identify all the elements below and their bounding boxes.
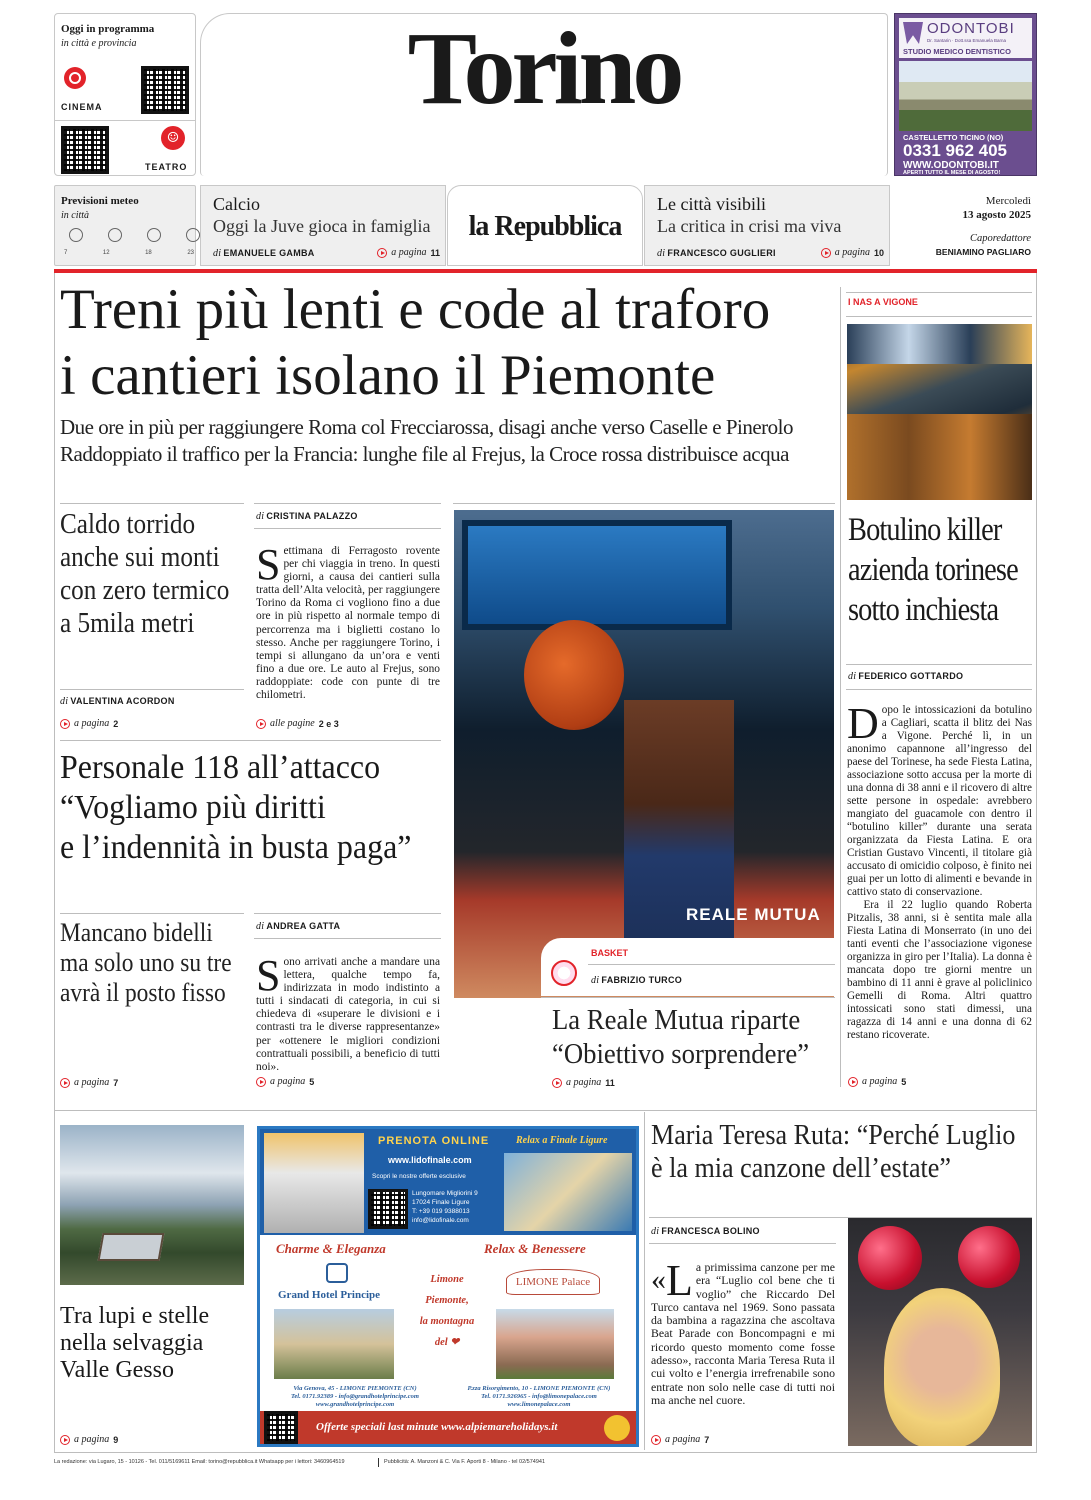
date-day: Mercoledì [985,195,1031,207]
valle-gesso-photo [60,1125,244,1285]
teaser-page: 11 [430,247,440,258]
sun-icon [69,228,83,242]
lido-addr2: 17024 Finale Ligure [412,1199,470,1206]
main-author: CRISTINA PALAZZO [266,511,358,521]
arrow-icon [60,1435,70,1445]
botulino-page: 5 [901,1076,907,1087]
programma-box [54,13,196,176]
film-icon [64,67,86,89]
odontobi-phone[interactable]: 0331 962 405 [903,141,1007,160]
cinema-label[interactable]: CINEMA [61,102,103,112]
personale-title[interactable]: Personale 118 all’attacco “Vogliamo più diritti e l’indennità in busta paga” [60,749,412,866]
hotel1-name: Grand Hotel Principe [278,1289,381,1301]
caporedattore-name: BENIAMINO PAGLIARO [935,247,1031,257]
hotel1-addr: Via Genova, 45 - LIMONE PIEMONTE (CN) [293,1385,417,1392]
teaser-kicker: Le città visibili [657,194,766,214]
teaser-author: EMANUELE GAMBA [223,248,315,258]
meteo-hour: 12 [102,250,110,256]
main-subtitle-1: Due ore in più per raggiungere Roma col Frecciarossa, disagi anche verso Caselle e Pinerolo [60,415,793,439]
odontobi-city: CASTELLETTO TICINO (NO) [903,133,1004,142]
hotel-ad[interactable] [257,1126,639,1447]
teaser-title: La critica in crisi ma viva [657,216,842,236]
meteo-box [54,185,196,266]
hotel2-web[interactable]: www.limonepalace.com [507,1401,571,1408]
arrow-icon [377,248,387,258]
caldo-page: 2 [113,718,119,729]
odontobi-sub2: STUDIO MEDICO DENTISTICO [903,47,1011,56]
odontobi-web[interactable]: WWW.ODONTOBI.IT [903,160,999,171]
footer-redazione: La redazione: via Lugaro, 15 - 10126 - Tel. 011/5169611 Email: torino@repubblica.it Whatsapp per i lettori: 3460964519 [54,1459,345,1465]
arrow-icon [256,1077,266,1087]
meteo-title: Previsioni meteo [61,195,139,207]
prenota-label[interactable]: PRENOTA ONLINE [378,1135,490,1147]
lupi-page: 9 [113,1434,119,1445]
benessere-label: Relax & Benessere [484,1241,586,1256]
caporedattore-label: Caporedattore [969,233,1031,244]
caldo-title[interactable]: Caldo torrido anche sui monti con zero termico a 5mila metri [60,509,230,639]
ruta-title[interactable]: Maria Teresa Ruta: “Perché Luglio è la mia canzone dell’estate” [651,1119,1016,1184]
basket-author: FABRIZIO TURCO [601,975,683,985]
lido-addr1: Lungomare Migliorini 9 [412,1190,478,1197]
main-headline-1[interactable]: Treni più lenti e code al traforo [60,278,771,341]
bidelli-author: ANDREA GATTA [266,921,341,931]
sun-icon [147,228,161,242]
ruta-author: FRANCESCA BOLINO [661,1226,760,1236]
lido-offerte: Scopri le nostre offerte esclusive [372,1173,466,1180]
lido-hotel-photo [264,1133,364,1233]
arrow-icon [848,1077,858,1087]
limone-line: del [434,1337,448,1348]
odontobi-brand: ODONTOBI [927,20,1015,37]
jersey-text: REALE MUTUA [686,905,821,924]
meteo-sub: in città [61,210,90,221]
meteo-hour: 23 [187,250,194,256]
sun-icon [108,228,122,242]
main-headline-2[interactable]: i cantieri isolano il Piemonte [60,344,716,407]
republica-logo-box [447,185,643,266]
lido-qr[interactable] [368,1189,408,1229]
clinic-photo [899,61,1032,131]
arrow-icon [60,719,70,729]
hotel1-tel: Tel. 0171.92389 - info@grandhotelprincipe.com [291,1393,419,1400]
masthead-title: Torino [407,11,681,126]
basketball-icon [551,960,577,986]
odontobi-ad[interactable] [894,13,1037,176]
date-full: 13 agosto 2025 [962,209,1031,221]
ruta-photo [848,1218,1032,1446]
limone-line: Piemonte, [425,1295,469,1306]
beach-photo [504,1153,632,1231]
hotel2-name: LIMONE Palace [506,1269,600,1295]
arrow-icon [552,1078,562,1088]
programma-sub: in città e provincia [61,38,137,49]
basket-label-box [541,938,835,996]
food-festival-photo [847,324,1032,500]
arrow-icon [60,1078,70,1088]
bidelli-body: Sono arrivati anche a mandare una lettera, qualche tempo fa, indirizzata in modo indistinto a tutti i sindacati di categoria, in cui si chiedeva di «superare le divisioni e i contrasti tra le diverse rappresentanze» per «ottenere le migliori condizioni contrattuali possibili, a beneficio di tutti noi». [256,951,440,1073]
ruta-page: 7 [704,1434,710,1445]
botulino-title[interactable]: Botulino killer azienda torinese sotto inchiesta [848,512,1018,628]
badge-icon [604,1415,630,1441]
limone-line: la montagna [419,1316,475,1327]
main-subtitle-2: Raddoppiato il traffico per la Francia: lunghe file al Frejus, la Croce rossa distribuisce acqua [60,442,789,466]
hotel1-photo [274,1309,394,1379]
odontobi-note: APERTI TUTTO IL MESE DI AGOSTO! [903,170,1001,176]
basketball-photo [454,510,834,998]
hotel2-addr: P.zza Risorgimento, 10 - LIMONE PIEMONTE (CN) [467,1385,611,1392]
teatro-qr[interactable] [61,126,109,174]
hotel2-tel: Tel. 0171.926965 - info@limonepalace.com [481,1393,597,1400]
cinema-qr[interactable] [141,66,189,114]
red-rule [54,269,1037,273]
teatro-label[interactable]: TEATRO [145,162,188,172]
main-body: Settimana di Ferragosto rovente per chi viaggia in treno. In questi giorni, a causa dei cantieri sulla tratta dell’Alta velocità, per raggiungere Torino da Roma ci vogliono fino a due ore in più rispetto al normale tempo di percorrenza ma i biglietti costano lo stesso. Anche per raggiungere Torino, i tempi si allungano da un’ora e venti fino a due ore. Le auto al Frejus, sono raddoppiate: code con punte di tre chilometri. [256,540,440,702]
teaser-citta[interactable]: Le città visibili La critica in crisi ma viva di FRANCESCO GUGLIERI a pagina 10 [644,185,890,266]
odontobi-sub1: Dr. Santarin · Dott.ssa Emanuela Barna [927,38,1007,43]
theater-masks-icon: ☺ [161,126,185,150]
teaser-calcio[interactable]: Calcio Oggi la Juve gioca in famiglia di EMANUELE GAMBA a pagina 11 [200,185,446,266]
teaser-page: 10 [873,247,884,258]
sun-icon [186,228,200,242]
lido-tel: T: +39 019 9388013 [412,1208,470,1215]
teaser-title: Oggi la Juve gioca in famiglia [213,216,431,236]
arrow-icon [821,248,831,258]
programma-title: Oggi in programma [61,23,155,35]
date-box [894,185,1037,266]
bidelli-title[interactable]: Mancano bidelli ma solo uno su tre avrà il posto fisso [60,918,232,1007]
basket-page: 11 [605,1077,615,1088]
botulino-author: FEDERICO GOTTARDO [858,671,964,681]
hotel2-photo [496,1309,614,1379]
limone-line: Limone [430,1274,464,1285]
offerte-label[interactable]: Offerte speciali last minute www.alpiemareholidays.it [316,1421,558,1433]
republica-logo: la Repubblica [468,211,622,242]
meteo-hour: 7 [64,250,68,256]
basket-kicker: BASKET [591,948,629,958]
lupi-title[interactable]: Tra lupi e stelle nella selvaggia Valle Gesso [60,1303,210,1383]
charme-label: Charme & Eleganza [276,1241,386,1256]
botulino-body: Dopo le intossicazioni da botulino a Cagliari, scatta il blitz dei Nas a Vigone. Perché lì, in un anonimo capannone all’ingresso del paese del Torinese, ha sede Fiesta Latina, associazione sotto accusa per la morte di una donna di 38 anni e il ricovero di altre sette persone in ospedale: avrebbero mangiato del guacamole con dentro il “botulino killer” durante una serata organizzata da Fiesta Latina. E ora Cristian Gustavo Vincenti, il titolare già accusato di omicidio colposo, è finito nei guai per un lotto di alimenti e bevande in cattivo stato di conservazione. Era il 22 luglio quando Roberta Pitzalis, 38 anni, si è sentita male alla Fiesta Latina di Monserrato (in uno dei tanti eventi che l’associazione vigonese organizza in giro per l’Italia). La donna è mancata dopo tre giorni mentre un bambino di 11 anni è grave al policlinico Gemelli di Roma. Altri quattro intossicati sono stati dimessi, una ragazza di 14 anni e una donna di 62 restano ricoverate. [847,699,1033,1041]
teaser-kicker: Calcio [213,194,260,214]
ruta-body: « L a primissima canzone per me era “Luglio col bene che ti voglio” che Riccardo Del Turco cantava nel 1969. Sono passata da bambina a ragazzina che ascoltava Beat Parade con Boncompagni e mi ricordo questo momento come fosse adesso», racconta Maria Teresa Ruta il cui volto e l’energia irrefrenabile sono entrate non solo nelle case di tutti noi ma anche nel cuore. [651,1256,835,1407]
botulino-kicker: I NAS A VIGONE [848,297,918,307]
meteo-hour: 18 [145,250,152,256]
basket-title[interactable]: La Reale Mutua riparte “Obiettivo sorprendere” [552,1004,810,1070]
relax-finale: Relax a Finale Ligure [516,1135,608,1146]
crown-icon [326,1263,348,1283]
bidelli-page: 7 [113,1077,119,1088]
offerte-qr[interactable] [264,1411,298,1444]
hotel1-web[interactable]: www.grandhotelprincipe.com [315,1401,395,1408]
heart-icon: ❤ [450,1337,460,1348]
caldo-author: VALENTINA ACORDON [70,696,175,706]
teaser-author: FRANCESCO GUGLIERI [667,248,776,258]
arrow-icon [651,1435,661,1445]
lido-mail: info@lidofinale.com [412,1217,469,1224]
lido-web[interactable]: www.lidofinale.com [388,1155,472,1165]
bidelli-page-2: 5 [309,1076,315,1087]
main-pages: 2 e 3 [318,718,339,729]
footer-pubblicita: Pubblicità: A. Manzoni & C. Via F. Aporti 8 - Milano - tel 02/574941 [384,1459,546,1465]
arrow-icon [256,719,266,729]
